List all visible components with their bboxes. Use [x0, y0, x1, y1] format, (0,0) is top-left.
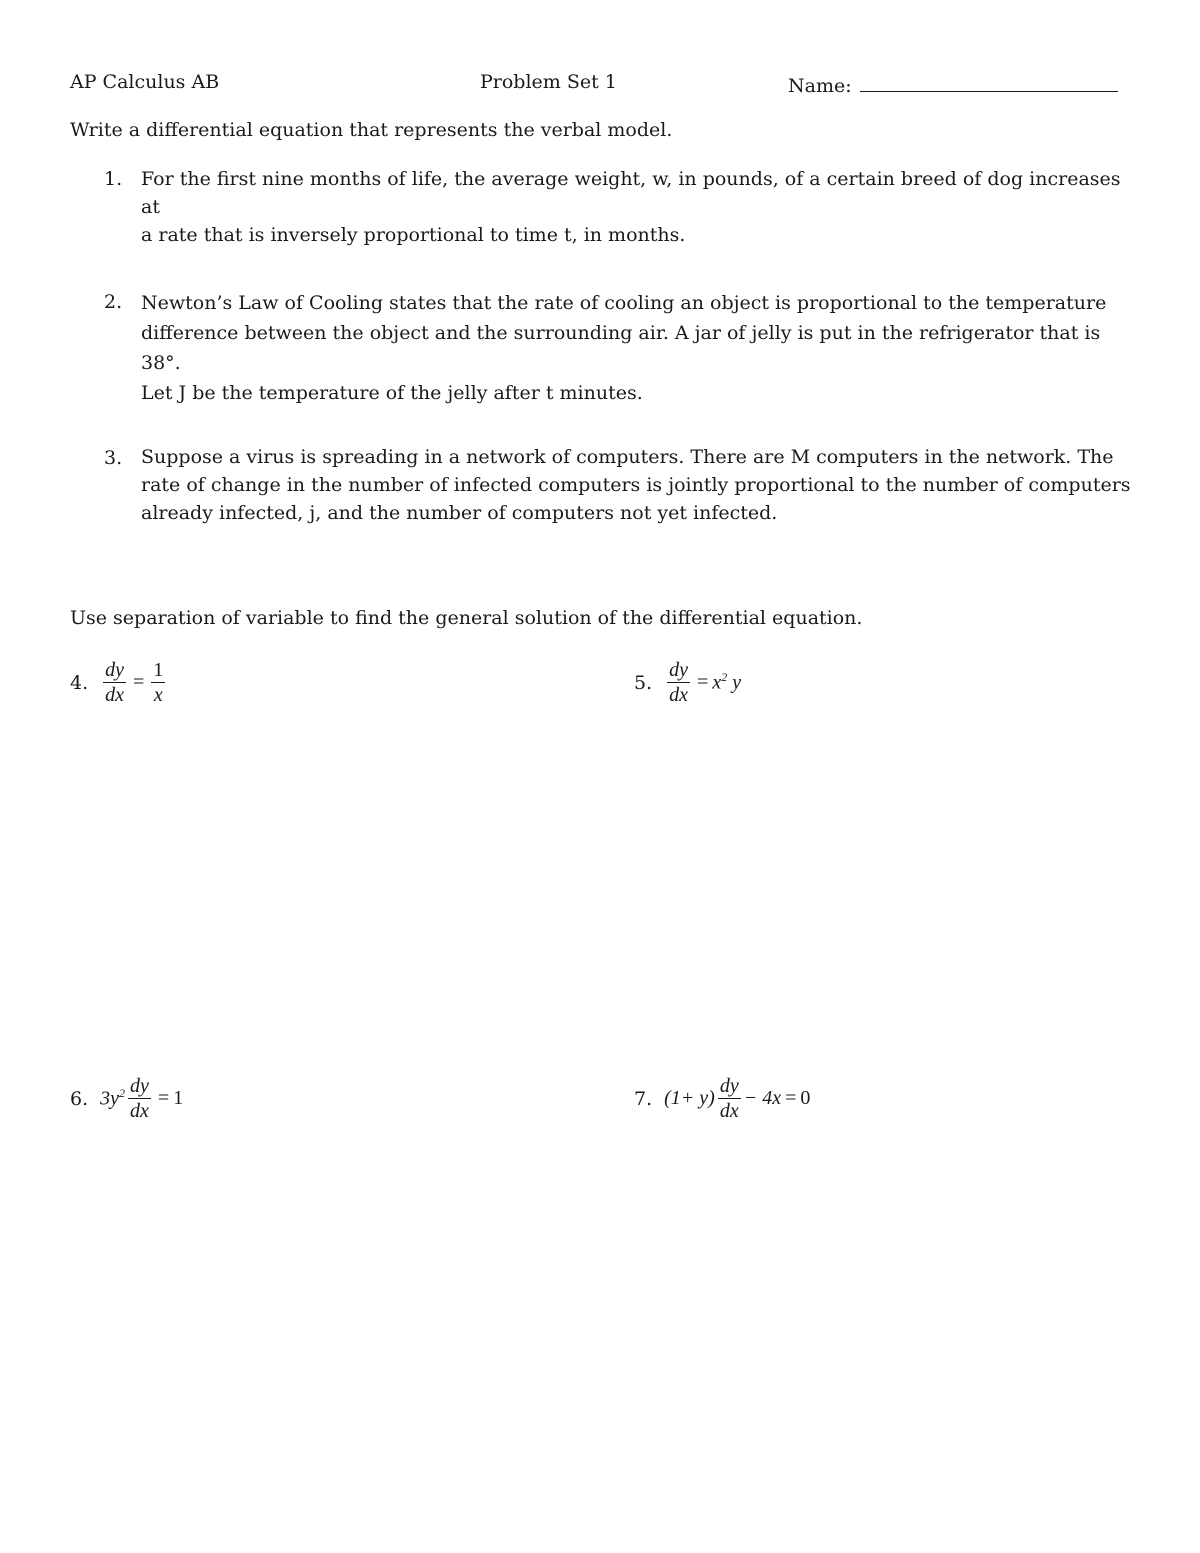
equation-5-derivative: $\frac{dy}{dx}$ — [669, 659, 689, 706]
problem-set-title: Problem Set 1 — [480, 71, 617, 93]
problem-2-line-1: Newton’s Law of Cooling states that the rate of cooling an object is proportional to the temperature — [141, 292, 1107, 314]
section1-instruction: Write a differential equation that represents the verbal model. — [70, 119, 673, 141]
problem-2-line-2: difference between the object and the surrounding air. A jar of jelly is put in the refrigerator that is 38°. — [141, 322, 1101, 374]
name-blank-line — [860, 71, 1118, 92]
problem-3-text — [141, 443, 1131, 527]
name-label: Name: — [788, 75, 852, 97]
name-field — [788, 71, 1118, 97]
equation-5-number: 5. — [634, 671, 653, 694]
equation-6-lhs: $3y^2$ — [100, 1086, 126, 1110]
equation-7-derivative: $\frac{dy}{dx}$ — [719, 1075, 739, 1122]
equation-5: 5. $\frac{dy}{dx}$ = $x^2$ y — [634, 659, 742, 706]
equation-7-lhs: (1+ y) — [664, 1087, 715, 1109]
equation-6-rhs: 1 — [173, 1087, 184, 1109]
equation-4-number: 4. — [70, 671, 89, 694]
equation-7-number: 7. — [634, 1087, 653, 1110]
equation-7: 7. (1+ y) $\frac{dy}{dx}$ − 4x = 0 — [634, 1075, 811, 1122]
equation-6-derivative: $\frac{dy}{dx}$ — [130, 1075, 149, 1122]
problem-3-line-3: already infected, j, and the number of computers not yet infected. — [141, 502, 778, 524]
equation-4-rhs: $\frac{1}{x}$ — [153, 659, 164, 706]
problem-1-text — [141, 165, 1131, 249]
problem-3-line-2: rate of change in the number of infected computers is jointly proportional to the number of computers — [141, 474, 1131, 496]
equation-6: 6. $3y^2$ $\frac{dy}{dx}$ = 1 — [70, 1075, 184, 1122]
equation-4-derivative: $\frac{dy}{dx}$ — [105, 659, 125, 706]
equation-4: 4. $\frac{dy}{dx}$ = $\frac{1}{x}$ — [70, 659, 164, 706]
problem-2-number: 2. — [104, 291, 123, 313]
problem-2-text — [141, 288, 1131, 408]
problem-3-number: 3. — [104, 447, 123, 469]
problem-1-number: 1. — [104, 168, 123, 190]
problem-3-line-1: Suppose a virus is spreading in a network of computers. There are M computers in the network. The — [141, 446, 1114, 468]
equation-5-rhs: $x^2$ y — [712, 670, 742, 694]
problem-2-line-3: Let J be the temperature of the jelly after t minutes. — [141, 382, 643, 404]
problem-1-line-1: For the first nine months of life, the average weight, w, in pounds, of a certain breed of dog increases at — [141, 168, 1121, 218]
section2-instruction: Use separation of variable to find the general solution of the differential equation. — [70, 607, 863, 629]
equation-7-middle: − 4x — [743, 1087, 782, 1109]
equation-7-rhs: 0 — [800, 1087, 811, 1109]
problem-1-line-2: a rate that is inversely proportional to time t, in months. — [141, 224, 686, 246]
course-title: AP Calculus AB — [70, 71, 220, 93]
equation-6-number: 6. — [70, 1087, 89, 1110]
